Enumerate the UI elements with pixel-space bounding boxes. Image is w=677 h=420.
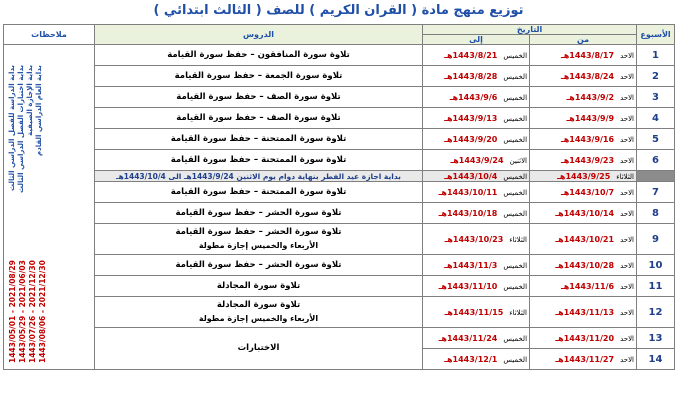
from-date: الاحد1443/9/9هـ: [530, 108, 637, 129]
week-number: 2: [637, 66, 675, 87]
week-number: 1: [637, 45, 675, 66]
from-date: الاحد1443/10/21هـ: [530, 224, 637, 255]
lesson-cell: تلاوة سورة الصف – حفظ سورة القيامة: [95, 108, 423, 129]
to-date: الثلاثاء1443/11/15هـ: [423, 297, 530, 328]
table-row: [4, 150, 675, 171]
table-row: [4, 224, 675, 255]
lesson-cell: تلاوة سورة الممتحنة – حفظ سورة القيامة: [95, 182, 423, 203]
lesson-cell: تلاوة سورة المجادلة الأربعاء والخميس إجازة مطولة: [95, 297, 423, 328]
week-number: 8: [637, 203, 675, 224]
from-date: الاحد1443/11/6هـ: [530, 276, 637, 297]
lesson-cell: تلاوة سورة الحشر – حفظ سورة القيامة: [95, 255, 423, 276]
from-date: الاحد1443/8/24هـ: [530, 66, 637, 87]
week-number: 4: [637, 108, 675, 129]
table-row: [4, 297, 675, 328]
from-date: الثلاثاء1443/9/25هـ: [530, 171, 637, 182]
notes-dates: 2021/08/29 - 1443/05/01 2021/06/03 - 1443/05/29 2021/12/30 - 1443/07/26 2021/12/30 - 1443/08/06: [8, 260, 47, 363]
holiday-row: [4, 171, 675, 182]
from-date: الاحد1443/8/17هـ: [530, 45, 637, 66]
week-number: 14: [637, 349, 675, 370]
header-date: التاريخ: [423, 25, 637, 35]
lesson-cell: تلاوة سورة الممتحنة – حفظ سورة القيامة: [95, 150, 423, 171]
to-date: الخميس1443/10/4هـ: [423, 171, 530, 182]
long-holiday-note: الأربعاء والخميس إجازة مطولة: [198, 241, 319, 250]
lesson-cell: تلاوة سورة الحشر – حفظ سورة القيامة الأربعاء والخميس إجازة مطولة: [95, 224, 423, 255]
header-lessons: الدروس: [95, 25, 423, 45]
to-date: الخميس1443/9/6هـ: [423, 87, 530, 108]
lesson-cell: تلاوة سورة الجمعة – حفظ سورة القيامة: [95, 66, 423, 87]
to-date: الثلاثاء1443/10/23هـ: [423, 224, 530, 255]
table-row: [4, 203, 675, 224]
holiday-text: بداية اجازة عيد الفطر بنهاية دوام يوم الاثنين 1443/9/24هـ الى 1443/10/4هـ: [95, 171, 423, 182]
to-date: الخميس1443/10/11هـ: [423, 182, 530, 203]
week-number: 6: [637, 150, 675, 171]
notes-text: بداية الدراسة للفصل الدراسي الثالث بداية اختبارات الفصل الدراسي الثالث بداية الإجازة الصيفية بداية العام الدراسي القادم: [8, 65, 43, 194]
lesson-cell: الاختبارات: [95, 328, 423, 370]
table-row: [4, 108, 675, 129]
table-row: [4, 328, 675, 349]
header-week: الأسبوع: [637, 25, 675, 45]
long-holiday-note: الأربعاء والخميس إجازة مطولة: [198, 314, 319, 323]
lesson-cell: تلاوة سورة الصف – حفظ سورة القيامة: [95, 87, 423, 108]
from-date: الاحد1443/9/16هـ: [530, 129, 637, 150]
from-date: الاحد1443/10/7هـ: [530, 182, 637, 203]
table-row: [4, 255, 675, 276]
from-date: الاحد1443/10/14هـ: [530, 203, 637, 224]
table-row: [4, 66, 675, 87]
table-row: [4, 129, 675, 150]
notes-cell: [4, 45, 95, 370]
to-date: الخميس1443/9/20هـ: [423, 129, 530, 150]
header-notes: ملاحظات: [4, 25, 95, 45]
from-date: الاحد1443/10/28هـ: [530, 255, 637, 276]
week-number: 11: [637, 276, 675, 297]
to-date: الخميس1443/12/1هـ: [423, 349, 530, 370]
from-date: الاحد1443/9/23هـ: [530, 150, 637, 171]
header-from: من: [530, 35, 637, 45]
from-date: الاحد1443/11/13هـ: [530, 297, 637, 328]
lesson-cell: تلاوة سورة المجادلة: [95, 276, 423, 297]
week-number: 13: [637, 328, 675, 349]
lesson-cell: تلاوة سورة الممتحنة – حفظ سورة القيامة: [95, 129, 423, 150]
lesson-cell: تلاوة سورة الحشر – حفظ سورة القيامة: [95, 203, 423, 224]
week-number: 5: [637, 129, 675, 150]
to-date: الخميس1443/8/21هـ: [423, 45, 530, 66]
to-date: الاثنين1443/9/24هـ: [423, 150, 530, 171]
to-date: الخميس1443/11/10هـ: [423, 276, 530, 297]
lesson-cell: تلاوة سورة المنافقون – حفظ سورة القيامة: [95, 45, 423, 66]
table-row: [4, 182, 675, 203]
to-date: الخميس1443/8/28هـ: [423, 66, 530, 87]
week-number-blank: [637, 171, 675, 182]
curriculum-table: [3, 24, 675, 370]
page-title: توزيع منهج مادة ( القران الكريم ) للصف ( الثالث ابتدائي ): [153, 3, 524, 18]
to-date: الخميس1443/9/13هـ: [423, 108, 530, 129]
week-number: 3: [637, 87, 675, 108]
week-number: 12: [637, 297, 675, 328]
to-date: الخميس1443/11/24هـ: [423, 328, 530, 349]
table-row: [4, 87, 675, 108]
table-row: [4, 45, 675, 66]
from-date: الاحد1443/11/27هـ: [530, 349, 637, 370]
to-date: الخميس1443/10/18هـ: [423, 203, 530, 224]
to-date: الخميس1443/11/3هـ: [423, 255, 530, 276]
week-number: 10: [637, 255, 675, 276]
week-number: 7: [637, 182, 675, 203]
from-date: الاحد1443/11/20هـ: [530, 328, 637, 349]
from-date: الاحد1443/9/2هـ: [530, 87, 637, 108]
header-to: إلى: [423, 35, 530, 45]
table-row: [4, 276, 675, 297]
week-number: 9: [637, 224, 675, 255]
